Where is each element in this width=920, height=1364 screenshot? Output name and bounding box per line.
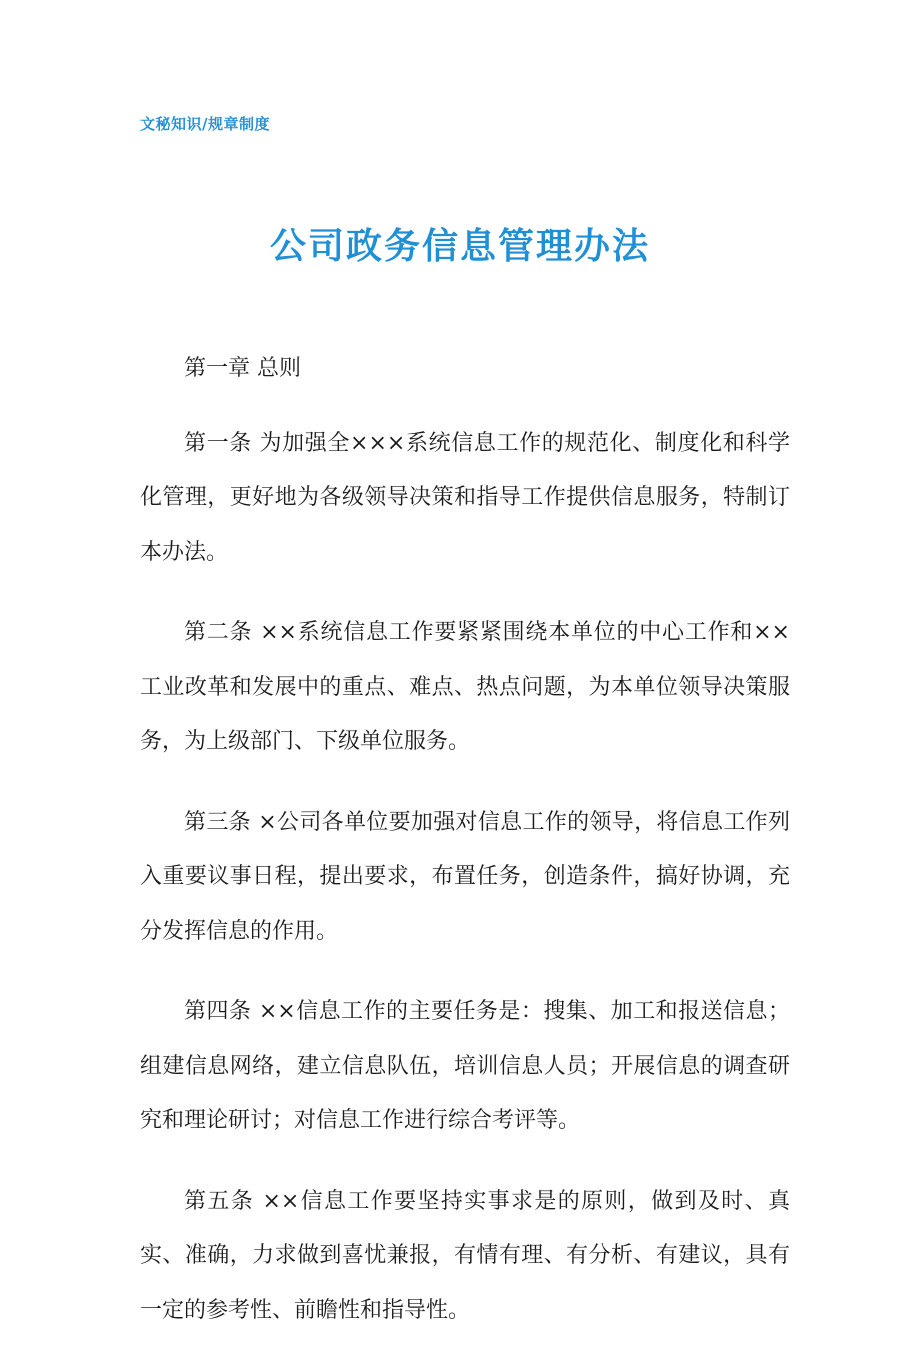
document-body bbox=[140, 342, 790, 1364]
category-breadcrumb: 文秘知识/规章制度 bbox=[140, 115, 270, 133]
article-paragraph: 第三条 ×公司各单位要加强对信息工作的领导，将信息工作列入重要议事日程，提出要求，布置任务，创造条件，搞好协调，充分发挥信息的作用。 bbox=[140, 809, 790, 944]
article-paragraph: 第二条 ××系统信息工作要紧紧围绕本单位的中心工作和××工业改革和发展中的重点、难点、热点问题，为本单位领导决策服务，为上级部门、下级单位服务。 bbox=[140, 620, 790, 754]
document-title: 公司政务信息管理办法 bbox=[269, 226, 650, 267]
article-paragraph: 第四条 ××信息工作的主要任务是：搜集、加工和报送信息；组建信息网络，建立信息队伍，培训信息人员；开展信息的调查研究和理论研讨；对信息工作进行综合考评等。 bbox=[140, 999, 790, 1133]
article-paragraph: 第五条 ××信息工作要坚持实事求是的原则，做到及时、真实、准确，力求做到喜忧兼报，有情有理、有分析、有建议，具有一定的参考性、前瞻性和指导性。 bbox=[140, 1188, 790, 1323]
article-paragraph: 第一条 为加强全×××系统信息工作的规范化、制度化和科学化管理，更好地为各级领导决策和指导工作提供信息服务，特制订本办法。 bbox=[140, 430, 790, 565]
chapter-heading: 第一章 总则 bbox=[184, 356, 301, 381]
